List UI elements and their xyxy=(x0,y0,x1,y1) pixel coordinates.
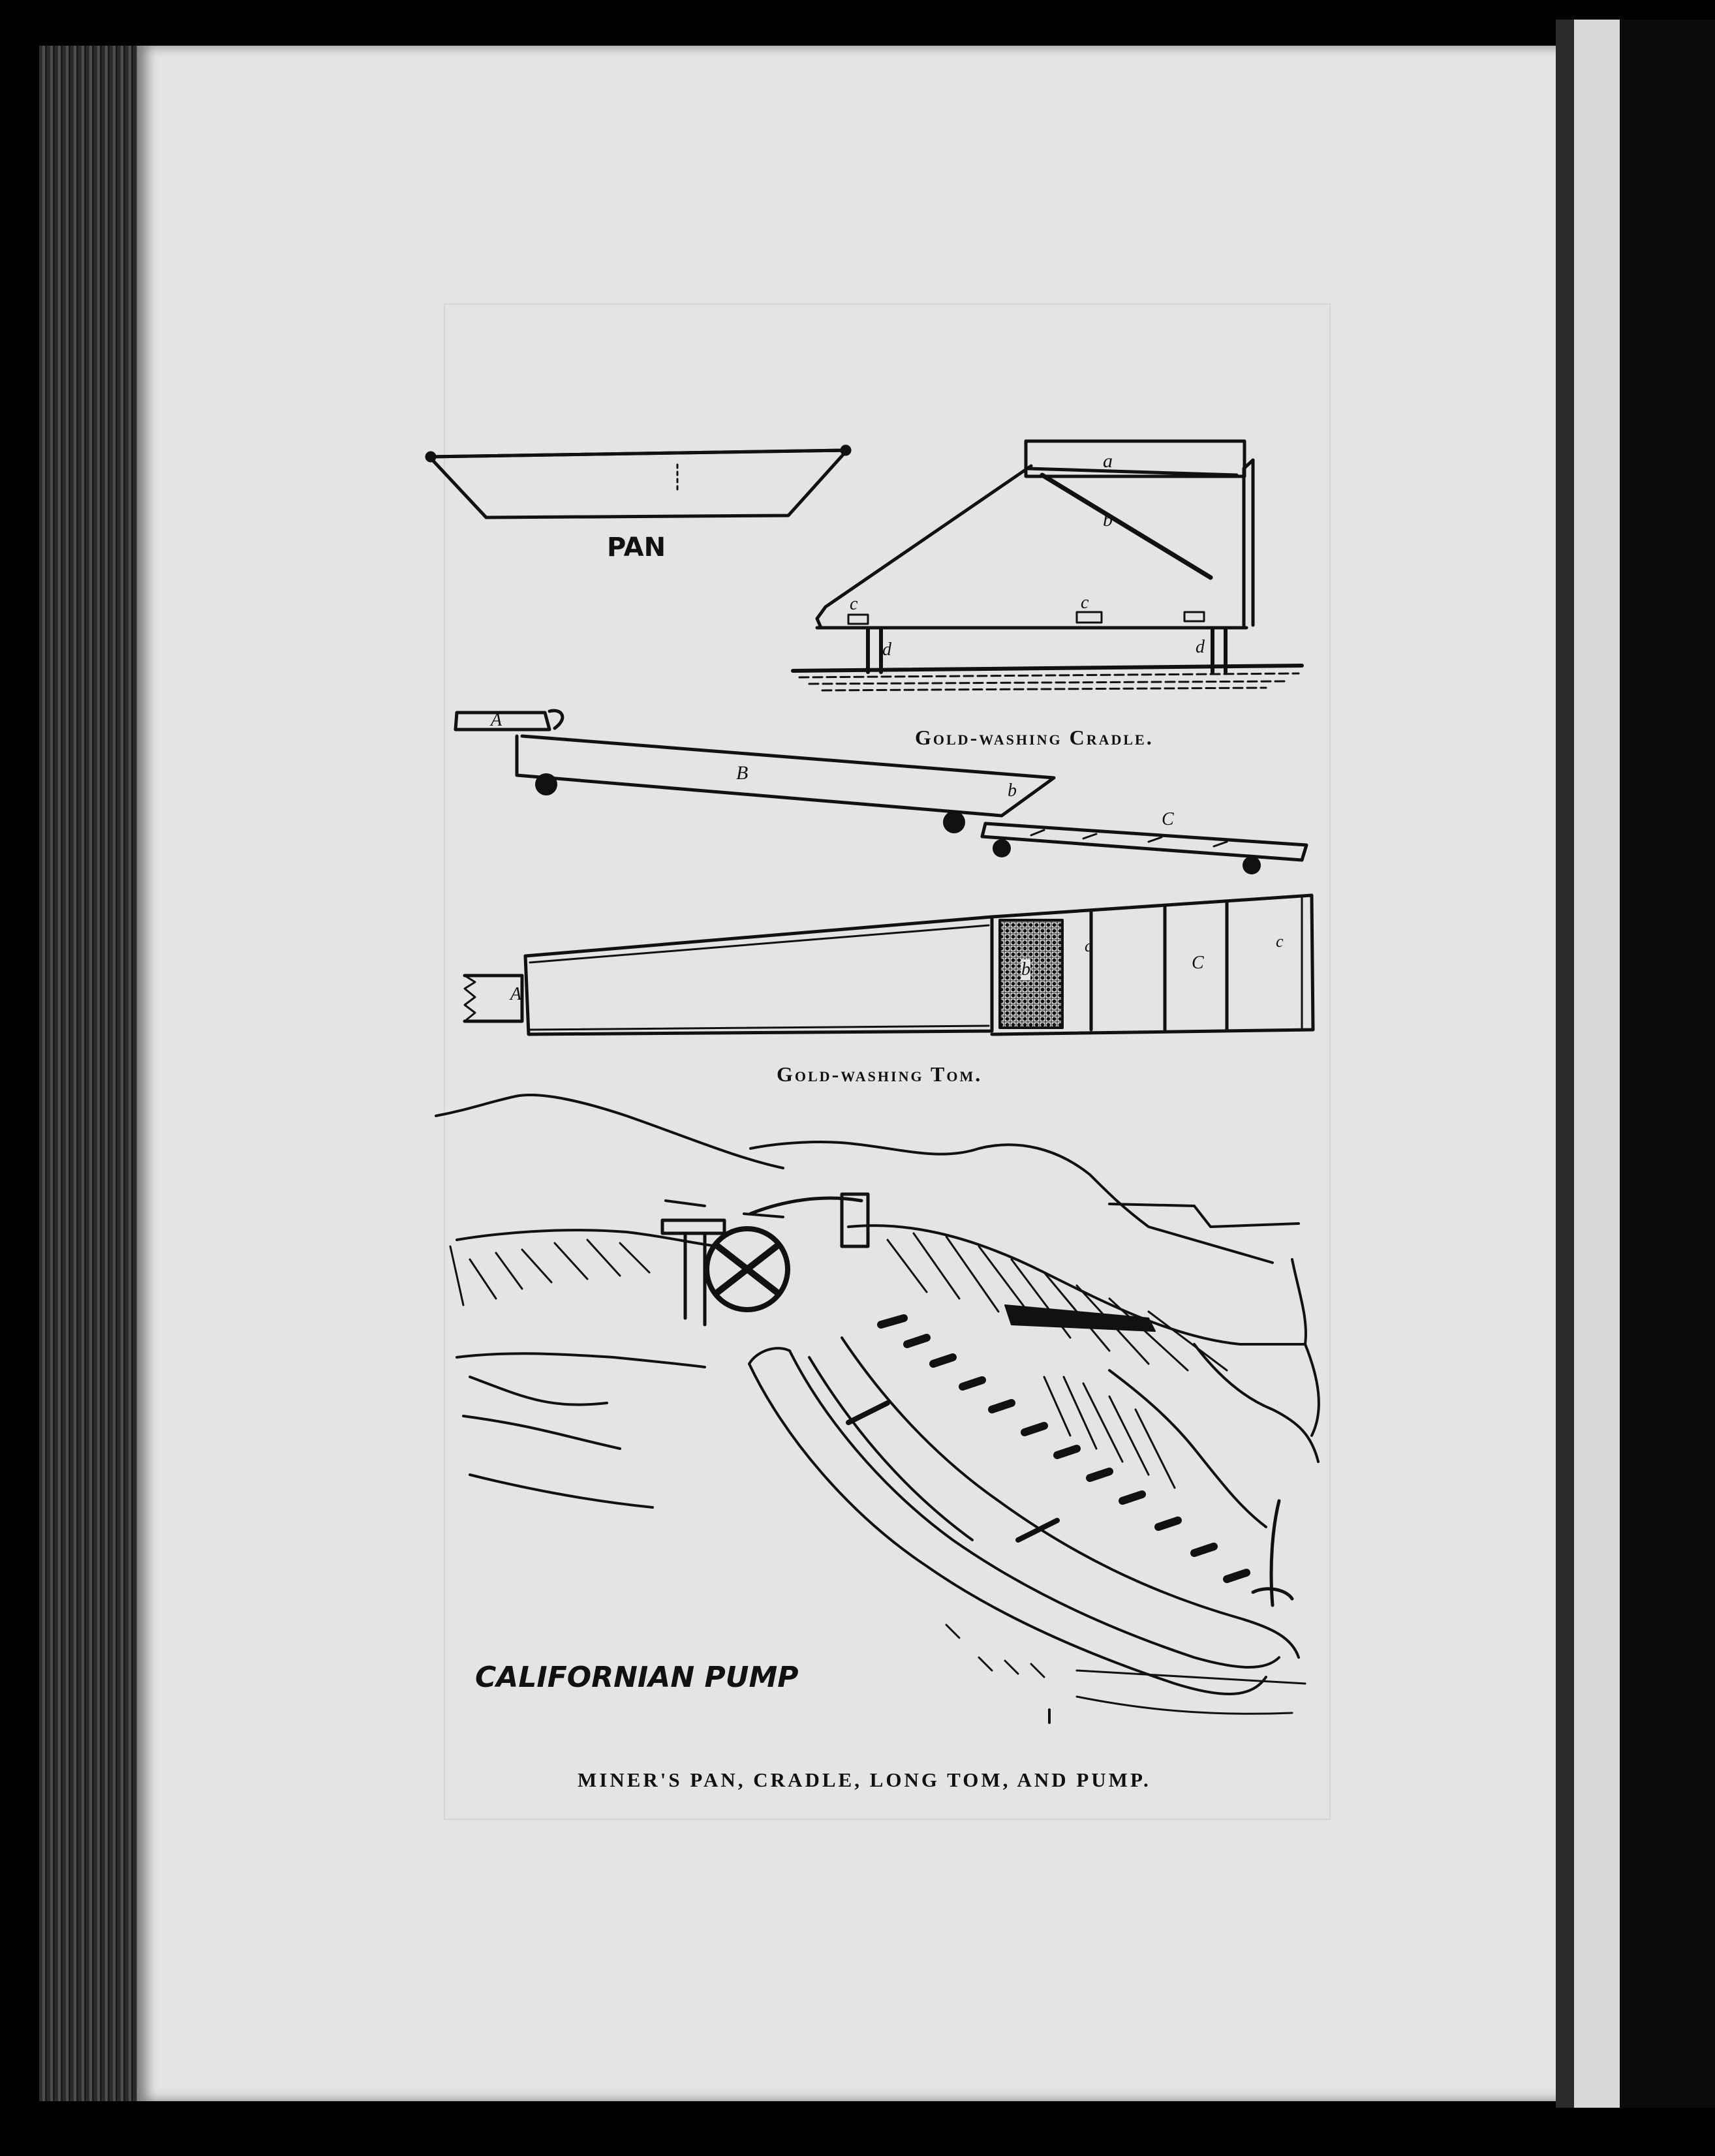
long-tom-top-drawing xyxy=(465,895,1313,1034)
tom-letter-C-top: C xyxy=(1192,953,1204,973)
tom-sieve-plate xyxy=(1000,920,1062,1028)
tom-letter-C-side: C xyxy=(1162,809,1174,829)
pan-label: PAN xyxy=(607,532,666,562)
cradle-letter-d-left: d xyxy=(882,639,891,660)
californian-pump-drawing xyxy=(436,1095,1319,1723)
plate-caption: MINER'S PAN, CRADLE, LONG TOM, AND PUMP. xyxy=(578,1768,1151,1791)
cradle-drawing xyxy=(793,441,1302,690)
tom-caption: Gold-washing Tom. xyxy=(777,1062,983,1086)
tom-letter-b-side: b xyxy=(1008,780,1017,801)
cradle-caption: Gold-washing Cradle. xyxy=(915,726,1154,749)
tom-letter-c-2: c xyxy=(1276,932,1284,951)
cradle-letter-c-center: c xyxy=(1081,593,1089,613)
tom-letter-A-side: A xyxy=(491,710,502,730)
pump-label: CALIFORNIAN PUMP xyxy=(475,1661,799,1694)
tom-letter-A-top: A xyxy=(510,984,522,1004)
long-tom-side-drawing xyxy=(456,711,1306,874)
tom-letter-b-top: b xyxy=(1021,959,1030,979)
cradle-letter-a: a xyxy=(1103,450,1113,472)
tom-letter-B: B xyxy=(736,762,749,784)
cradle-letter-b: b xyxy=(1103,509,1113,531)
pan-drawing xyxy=(427,446,850,517)
cradle-letter-d-right: d xyxy=(1196,637,1205,657)
cradle-letter-c-left: c xyxy=(850,594,858,614)
tom-letter-c-1: c xyxy=(1085,936,1092,955)
